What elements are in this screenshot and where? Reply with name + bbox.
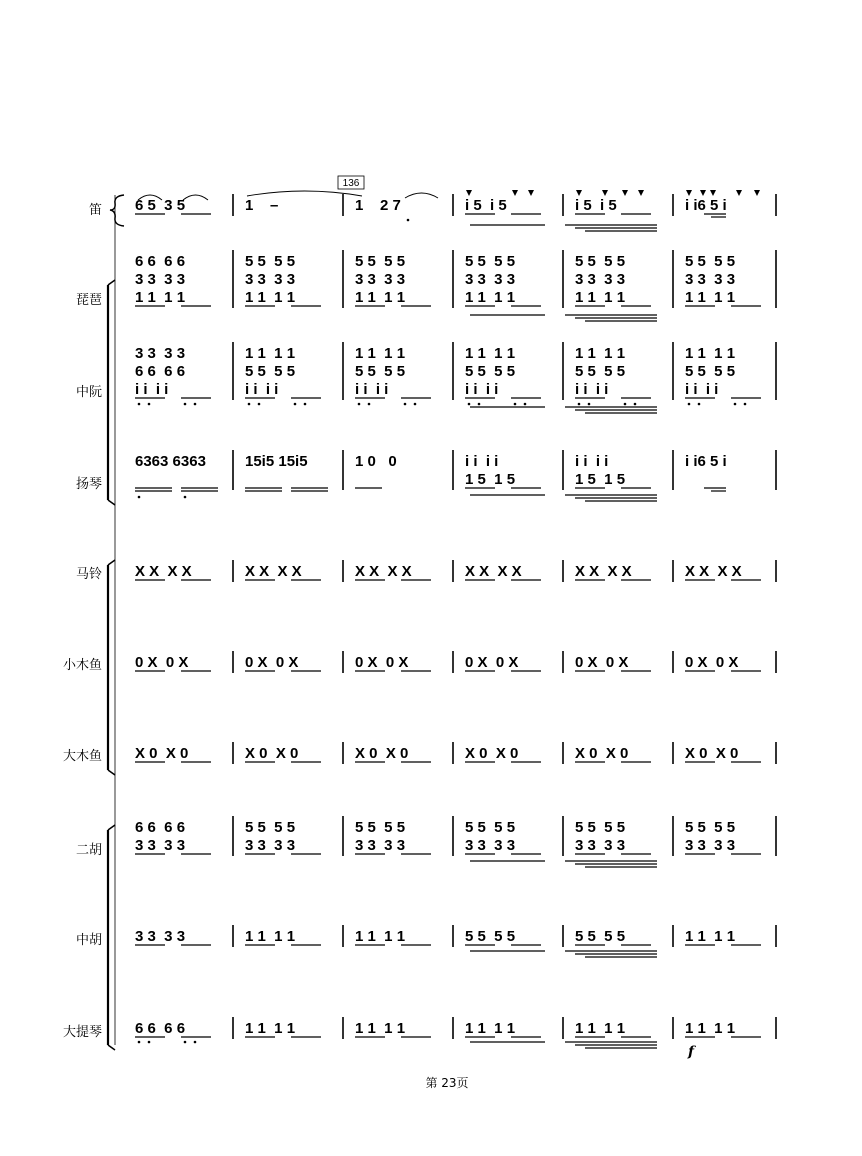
note-group: 1 1 1 1 xyxy=(685,1020,736,1037)
note-group: 3 3 3 3 xyxy=(135,928,186,945)
note-group: i i i i xyxy=(135,381,169,398)
instrument-label: 大提琴 xyxy=(62,1025,102,1040)
note-group: 1 1 1 1 xyxy=(575,345,626,362)
note-group: 1 1 1 1 xyxy=(685,345,736,362)
note-group: 5 5 5 5 xyxy=(685,363,736,380)
octave-dot xyxy=(578,403,581,406)
octave-dot xyxy=(407,219,410,222)
note-group: 1 1 1 1 xyxy=(245,345,296,362)
note-group: 0 X 0 X xyxy=(575,654,629,671)
note-group: 5 5 5 5 xyxy=(245,363,296,380)
note-group: X X X X xyxy=(685,563,742,580)
note-group: 1 – xyxy=(245,197,279,214)
note-group: 1 1 1 1 xyxy=(575,1020,626,1037)
note-group: 1 1 1 1 xyxy=(685,928,736,945)
percussion-bracket-bottom xyxy=(108,770,115,775)
staff-brackets xyxy=(108,195,124,1050)
slur xyxy=(247,191,362,196)
flute-brace xyxy=(110,195,124,226)
bar-lines xyxy=(233,194,776,1039)
note-group: 5 5 5 5 xyxy=(465,928,516,945)
accent-mark xyxy=(622,190,628,196)
octave-dot xyxy=(258,403,261,406)
note-group: 0 X 0 X xyxy=(685,654,739,671)
percussion-bracket-top xyxy=(108,560,115,565)
slur xyxy=(183,195,208,200)
octave-dot xyxy=(138,1041,141,1044)
articulation-marks xyxy=(135,190,761,1048)
note-group: i 5 i 5 xyxy=(465,197,507,214)
accent-mark xyxy=(700,190,706,196)
octave-dot xyxy=(368,403,371,406)
note-group: 5 5 5 5 xyxy=(575,928,626,945)
note-group: 5 5 5 5 xyxy=(245,819,296,836)
note-group: 3 3 3 3 xyxy=(355,837,406,854)
instrument-label: 马铃 xyxy=(75,567,102,582)
octave-dot xyxy=(358,403,361,406)
accent-mark xyxy=(638,190,644,196)
note-group: X 0 X 0 xyxy=(245,745,299,762)
note-group: 6 6 6 6 xyxy=(135,363,186,380)
note-group: X X X X xyxy=(355,563,412,580)
octave-dot xyxy=(404,403,407,406)
accent-mark xyxy=(576,190,582,196)
note-group: 3 3 3 3 xyxy=(245,271,296,288)
note-group: X X X X xyxy=(135,563,192,580)
octave-dot xyxy=(524,403,527,406)
accent-mark xyxy=(528,190,534,196)
octave-dot xyxy=(478,403,481,406)
note-group: 5 5 5 5 xyxy=(575,363,626,380)
note-group: 3 3 3 3 xyxy=(575,837,626,854)
octave-dot xyxy=(138,403,141,406)
note-group: i i i i xyxy=(575,453,609,470)
note-group: X 0 X 0 xyxy=(685,745,739,762)
note-group: 1 1 1 1 xyxy=(465,1020,516,1037)
octave-dot xyxy=(698,403,701,406)
octave-dot xyxy=(514,403,517,406)
note-group: 5 5 5 5 xyxy=(355,363,406,380)
note-group: 1 1 1 1 xyxy=(135,289,186,306)
score-annotations xyxy=(338,176,697,1090)
accent-mark xyxy=(466,190,472,196)
octave-dot xyxy=(414,403,417,406)
note-group: i 5 i 5 xyxy=(575,197,617,214)
note-group: 1 5 1 5 xyxy=(465,471,516,488)
note-group: X X X X xyxy=(245,563,302,580)
note-group: 3 3 3 3 xyxy=(135,345,186,362)
octave-dot xyxy=(688,403,691,406)
note-group: i i i i xyxy=(465,381,499,398)
accent-mark xyxy=(512,190,518,196)
note-group: 1 1 1 1 xyxy=(245,1020,296,1037)
plucked-bracket-bottom xyxy=(108,500,115,505)
accent-mark xyxy=(754,190,760,196)
octave-dot xyxy=(194,403,197,406)
instrument-label: 笛 xyxy=(88,203,102,218)
note-group: 6363 6363 xyxy=(135,453,206,470)
note-group: X 0 X 0 xyxy=(465,745,519,762)
note-group: 5 5 5 5 xyxy=(245,253,296,270)
octave-dot xyxy=(184,403,187,406)
note-group: 1 2 7 xyxy=(355,197,401,214)
octave-dot xyxy=(624,403,627,406)
octave-dot xyxy=(468,403,471,406)
note-group: 5 5 5 5 xyxy=(355,819,406,836)
note-group: 6 5 3 5 xyxy=(135,197,186,214)
note-group: 3 3 3 3 xyxy=(355,271,406,288)
note-group: 0 X 0 X xyxy=(465,654,519,671)
note-group: 1 1 1 1 xyxy=(245,928,296,945)
note-group: 0 X 0 X xyxy=(355,654,409,671)
octave-dot xyxy=(588,403,591,406)
instrument-label: 琵琶 xyxy=(75,293,102,308)
note-group: 3 3 3 3 xyxy=(465,837,516,854)
accent-mark xyxy=(602,190,608,196)
octave-dot xyxy=(734,403,737,406)
rehearsal-mark: 136 xyxy=(342,178,360,189)
note-group: 1 0 0 xyxy=(355,453,397,470)
octave-dot xyxy=(148,1041,151,1044)
note-group: 1 1 1 1 xyxy=(355,289,406,306)
note-group: i i6 5 i xyxy=(685,197,727,214)
note-group: 5 5 5 5 xyxy=(465,253,516,270)
note-group: 1 1 1 1 xyxy=(685,289,736,306)
note-group: 5 5 5 5 xyxy=(465,819,516,836)
note-group: 5 5 5 5 xyxy=(355,253,406,270)
octave-dot xyxy=(138,496,141,499)
octave-dot xyxy=(634,403,637,406)
note-group: 5 5 5 5 xyxy=(685,819,736,836)
note-group: 5 5 5 5 xyxy=(575,253,626,270)
note-group: 3 3 3 3 xyxy=(465,271,516,288)
note-group: X 0 X 0 xyxy=(575,745,629,762)
note-group: X X X X xyxy=(465,563,522,580)
octave-dot xyxy=(184,496,187,499)
note-group: 3 3 3 3 xyxy=(685,837,736,854)
octave-dot xyxy=(184,1041,187,1044)
instrument-label: 大木鱼 xyxy=(62,749,102,764)
plucked-bracket-top xyxy=(108,280,115,285)
note-group: 1 1 1 1 xyxy=(575,289,626,306)
note-group: 3 3 3 3 xyxy=(135,271,186,288)
note-group: 0 X 0 X xyxy=(135,654,189,671)
notation xyxy=(135,197,742,1037)
accent-mark xyxy=(736,190,742,196)
instrument-label: 扬琴 xyxy=(75,477,102,492)
octave-dot xyxy=(294,403,297,406)
accent-mark xyxy=(686,190,692,196)
note-group: 1 1 1 1 xyxy=(355,345,406,362)
octave-dot xyxy=(148,403,151,406)
page-footer: 第 23页 xyxy=(425,1076,469,1090)
note-group: i i i i xyxy=(355,381,389,398)
instrument-label: 小木鱼 xyxy=(62,658,102,673)
note-group: i i i i xyxy=(575,381,609,398)
note-group: i i i i xyxy=(465,453,499,470)
note-group: 1 1 1 1 xyxy=(465,289,516,306)
note-group: X X X X xyxy=(575,563,632,580)
note-group: 1 1 1 1 xyxy=(355,1020,406,1037)
note-group: 15i5 15i5 xyxy=(245,453,308,470)
slur xyxy=(405,193,438,198)
note-group: 6 6 6 6 xyxy=(135,253,186,270)
instrument-labels xyxy=(63,203,102,1040)
note-group: 1 1 1 1 xyxy=(465,345,516,362)
instrument-label: 二胡 xyxy=(75,843,102,858)
octave-dot xyxy=(248,403,251,406)
note-group: 3 3 3 3 xyxy=(245,837,296,854)
note-group: 3 3 3 3 xyxy=(135,837,186,854)
note-group: i i6 5 i xyxy=(685,453,727,470)
octave-dot xyxy=(304,403,307,406)
note-group: i i i i xyxy=(245,381,279,398)
instrument-label: 中阮 xyxy=(75,385,102,400)
note-group: i i i i xyxy=(685,381,719,398)
octave-dot xyxy=(194,1041,197,1044)
note-group: X 0 X 0 xyxy=(355,745,409,762)
note-group: X 0 X 0 xyxy=(135,745,189,762)
note-group: 6 6 6 6 xyxy=(135,1020,186,1037)
note-group: 3 3 3 3 xyxy=(575,271,626,288)
note-group: 1 1 1 1 xyxy=(245,289,296,306)
strings-bracket-top xyxy=(108,825,115,830)
note-group: 6 6 6 6 xyxy=(135,819,186,836)
note-group: 3 3 3 3 xyxy=(685,271,736,288)
note-group: 0 X 0 X xyxy=(245,654,299,671)
strings-bracket-bottom xyxy=(108,1045,115,1050)
octave-dot xyxy=(744,403,747,406)
note-group: 1 5 1 5 xyxy=(575,471,626,488)
note-group: 1 1 1 1 xyxy=(355,928,406,945)
dynamic-forte: f xyxy=(688,1044,695,1060)
note-group: 5 5 5 5 xyxy=(685,253,736,270)
accent-mark xyxy=(710,190,716,196)
note-group: 5 5 5 5 xyxy=(465,363,516,380)
instrument-label: 中胡 xyxy=(75,933,102,948)
note-group: 5 5 5 5 xyxy=(575,819,626,836)
